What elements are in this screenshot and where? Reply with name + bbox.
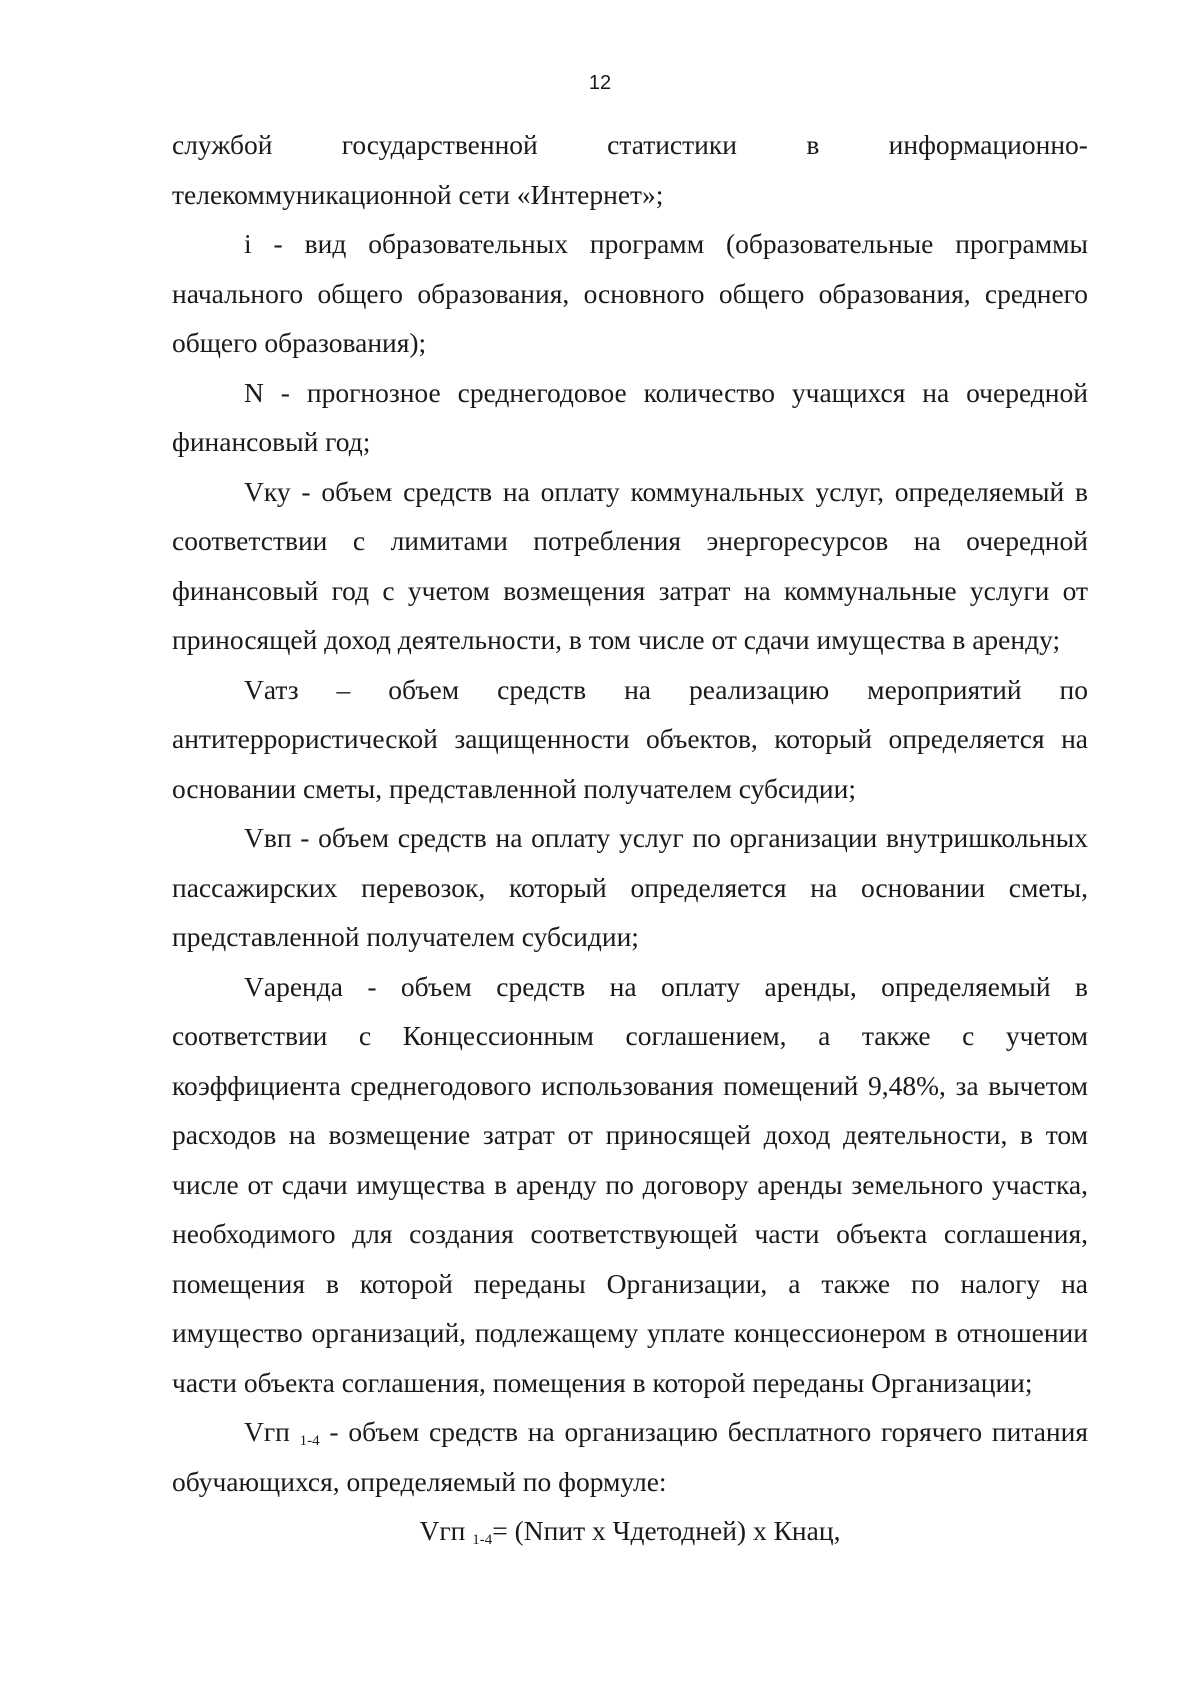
word: информационно- [888, 129, 1088, 160]
word: в [806, 129, 820, 160]
paragraph-vvp-definition: Vвп - объем средств на оплату услуг по организации внутришкольных пассажирских перевозок, который определяется на основании сметы, представленной получателем субсидии; [172, 822, 1088, 952]
paragraph-vgp-definition [172, 1407, 1088, 1506]
formula-rhs: = (Nпит x Чдетодней) x Кнац, [492, 1515, 841, 1546]
paragraph-vatz-definition: Vатз – объем средств на реализацию мероприятий по антитеррористической защищенности объектов, который определяется на основании сметы, представленной получателем субсидии; [172, 673, 1088, 804]
vgp-subscript: 1-4 [299, 1433, 320, 1449]
paragraph-1-rest: телекоммуникационной сети «Интернет»; [172, 178, 664, 210]
vgp-symbol: Vгп [244, 1416, 290, 1447]
paragraph-1 [172, 120, 1088, 219]
paragraph-1-first-line [172, 120, 1088, 170]
formula-lhs: Vгп [419, 1515, 473, 1546]
vgp-description: - объем средств на организацию бесплатного горячего питания обучающихся, определяемый по формуле: [172, 1416, 1088, 1497]
paragraph-i-definition: i - вид образовательных программ (образовательные программы начального общего образования, основного общего образования, среднего общего образования); [172, 228, 1088, 358]
word: государственной [341, 129, 538, 160]
page-number: 12 [588, 72, 612, 94]
paragraph-varenda-definition: Vаренда - объем средств на оплату аренды, определяемый в соответствии с Концессионным соглашением, а также с учетом коэффициента среднегодового использования помещений 9,48%, за вычетом расходов на возмещение затрат от приносящей доход деятельности, в том числе от сдачи имущества в аренду по договору аренды земельного участка, необходимого для создания соответствующей части объекта соглашения, помещения в которой переданы Организации, а также по налогу на имущество организаций, подлежащему уплате концессионером в отношении части объекта соглашения, помещения в которой переданы Организации; [172, 970, 1088, 1398]
word: статистики [607, 129, 737, 160]
word: службой [172, 129, 273, 160]
paragraph-n-definition: N - прогнозное среднегодовое количество учащихся на очередной финансовый год; [172, 376, 1088, 457]
formula-subscript: 1-4 [472, 1532, 493, 1548]
paragraph-vku-definition: Vку - объем средств на оплату коммунальных услуг, определяемый в соответствии с лимитами потребления энергоресурсов на очередной финансовый год с учетом возмещения затрат на коммунальные услуги от приносящей доход деятельности, в том числе от сдачи имущества в аренду; [172, 475, 1088, 655]
formula-vgp [172, 1506, 1088, 1556]
document-body [172, 120, 1088, 1556]
